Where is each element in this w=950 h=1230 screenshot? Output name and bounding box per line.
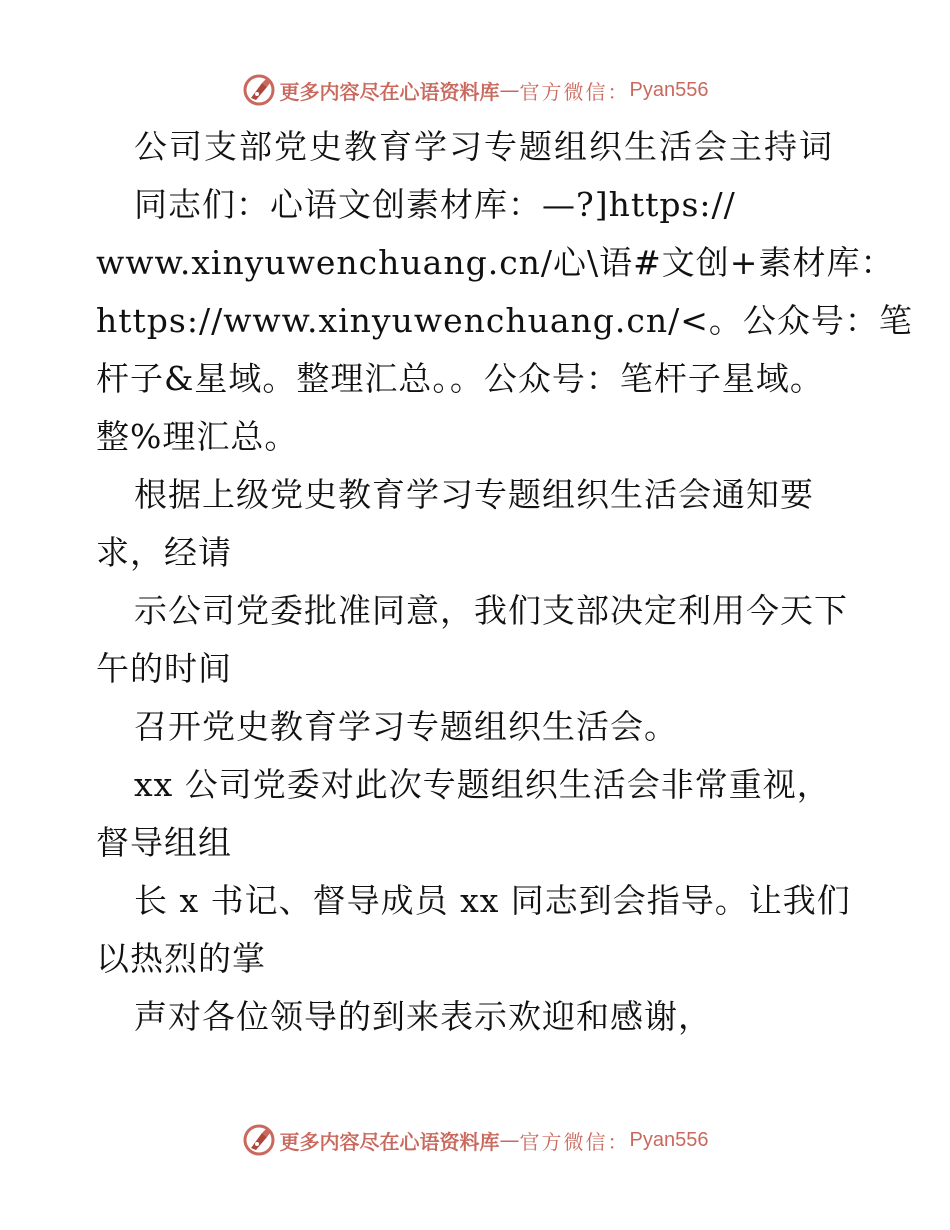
pen-nib-logo-icon xyxy=(242,73,276,107)
paragraph-line: 杆子&星域。整理汇总。。公众号：笔杆子星域。 xyxy=(96,359,824,398)
paragraph-line: 同志们：心语文创素材库：—?]https:// xyxy=(134,185,736,224)
header-wechat-id: Pyan556 xyxy=(629,78,709,101)
footer-separator: — xyxy=(499,1128,520,1152)
footer-watermark-banner xyxy=(0,1122,950,1158)
header-watermark-banner xyxy=(0,72,950,108)
document-body xyxy=(96,118,913,1046)
pen-nib-logo-icon xyxy=(242,1123,276,1157)
paragraph-line: www.xinyuwenchuang.cn/心\语#文创+素材库： xyxy=(96,243,895,282)
document-title: 公司支部党史教育学习专题组织生活会主持词 xyxy=(134,127,834,166)
header-brand-text: 更多内容尽在心语资料库 xyxy=(279,79,500,104)
paragraph-line: xx 公司党委对此次专题组织生活会非常重视， xyxy=(134,765,831,804)
header-separator: — xyxy=(499,78,520,102)
paragraph-line: 示公司党委批准同意，我们支部决定利用今天下 xyxy=(134,591,848,630)
paragraph-line: 求，经请 xyxy=(96,533,232,572)
paragraph-line: 根据上级党史教育学习专题组织生活会通知要 xyxy=(134,475,814,514)
paragraph-line: 督导组组 xyxy=(96,823,232,862)
footer-brand-text: 更多内容尽在心语资料库 xyxy=(279,1129,500,1154)
footer-wechat-id: Pyan556 xyxy=(629,1128,709,1151)
paragraph-line: 召开党史教育学习专题组织生活会。 xyxy=(134,707,678,746)
paragraph-line: 午的时间 xyxy=(96,649,232,688)
paragraph-line: 长 x 书记、督导成员 xx 同志到会指导。让我们 xyxy=(134,881,851,920)
paragraph-line: 以热烈的掌 xyxy=(96,939,266,978)
paragraph-line: 整%理汇总。 xyxy=(96,417,299,456)
paragraph-line: 声对各位领导的到来表示欢迎和感谢， xyxy=(134,997,712,1036)
footer-wechat-label: 官方微信： xyxy=(519,1129,630,1154)
header-wechat-label: 官方微信： xyxy=(519,79,630,104)
paragraph-line: https://www.xinyuwenchuang.cn/<。公众号：笔 xyxy=(96,301,913,340)
